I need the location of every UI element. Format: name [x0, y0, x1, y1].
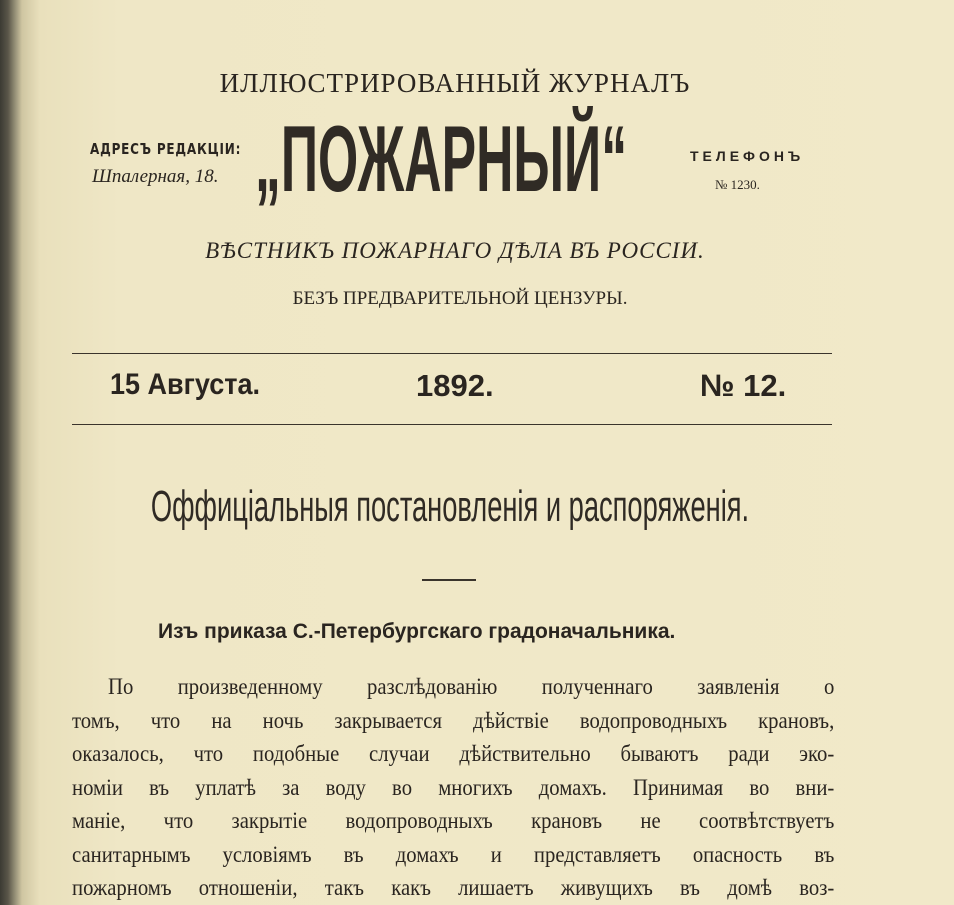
- order-heading: Изъ приказа С.-Петербургскаго градоначальника.: [158, 620, 676, 643]
- journal-type: ИЛЛЮСТРИРОВАННЫЙ ЖУРНАЛЪ: [219, 68, 691, 98]
- body-text: [72, 670, 834, 905]
- body-line: санитарнымъ условіямъ въ домахъ и представляетъ опасность въ: [72, 841, 835, 867]
- section-divider: [422, 579, 476, 581]
- phone-value: № 1230.: [715, 177, 760, 192]
- phone-label: ТЕЛЕФОНЪ: [690, 148, 805, 164]
- journal-title: „ПОЖАРНЫЙ“: [255, 106, 628, 211]
- body-line: По произведенному разслѣдованію полученнаго заявленія о: [108, 674, 835, 699]
- address-label: АДРЕСЪ РЕДАКЦІИ:: [90, 140, 242, 158]
- section-title: Оффиціальныя постановленія и распоряженія.: [150, 482, 750, 531]
- body-line: оказалось, что подобные случаи дѣйствительно бываютъ ради эко-: [72, 741, 835, 766]
- body-line: номіи въ уплатѣ за воду во многихъ домахъ. Принимая во вни-: [72, 774, 835, 800]
- body-line: томъ, что на ночь закрывается дѣйствіе водопроводныхъ крановъ,: [72, 707, 835, 733]
- issue-number: № 12.: [700, 368, 787, 403]
- address-value: Шпалерная, 18.: [92, 166, 219, 187]
- body-line: маніе, что закрытіе водопроводныхъ крановъ не соотвѣтствуетъ: [72, 808, 835, 833]
- issue-year: 1892.: [416, 368, 494, 403]
- body-line: пожарномъ отношеніи, такъ какъ лишаетъ живущихъ въ домѣ воз-: [72, 875, 835, 900]
- journal-subtitle: ВѢСТНИКЪ ПОЖАРНАГО ДѢЛА ВЪ РОССІИ.: [205, 238, 705, 263]
- censorship-note: БЕЗЪ ПРЕДВАРИТЕЛЬНОЙ ЦЕНЗУРЫ.: [292, 288, 628, 309]
- bottom-divider: [72, 424, 832, 425]
- issue-date: 15 Августа.: [110, 368, 260, 401]
- top-divider: [72, 353, 832, 354]
